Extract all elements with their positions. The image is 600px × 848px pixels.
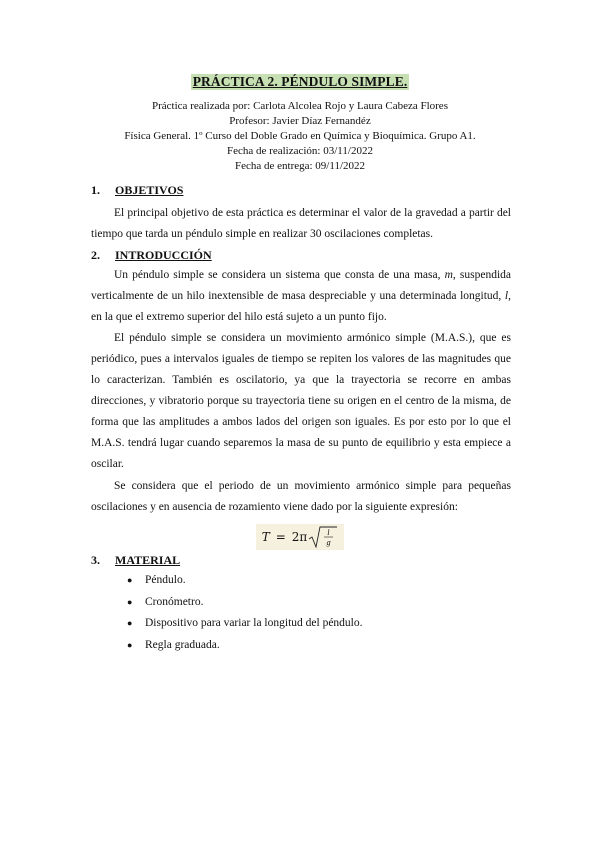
section-number: 2. — [91, 248, 100, 262]
formula-lhs: T — [261, 530, 270, 544]
period-formula — [0, 524, 600, 550]
paragraph-intro-1 — [91, 265, 511, 328]
paragraph-text: , en la que el extremo superior del hilo está sujeto a un punto fijo. — [91, 290, 511, 323]
list-item — [127, 635, 363, 657]
list-item-text: Regla graduada. — [145, 638, 220, 651]
title-container — [0, 73, 600, 91]
section-heading-objetivos — [91, 183, 183, 198]
paragraph-text: El principal objetivo de esta práctica es determinar el valor de la gravedad a partir del tiempo que tarda un péndulo simple en realizar 30 oscilaciones completas. — [91, 207, 511, 240]
length-symbol: l — [504, 290, 509, 302]
paragraph-objetivos — [91, 203, 511, 245]
meta-course: Física General. 1º Curso del Doble Grado en Química y Bioquímica. Grupo A1. — [124, 130, 476, 142]
material-list — [127, 570, 363, 656]
paragraph-text: El péndulo simple se considera un movimiento armónico simple (M.A.S.), que es periódico, pues a intervalos iguales de tiempo se repiten los valores de las magnitudes que lo caracterizan. También es oscilatorio, ya que la trayectoria se recorre en ambas direcciones, y vibratorio porque su trayectoria tiene su origen en el centro de la misma, de forma que las amplitudes a ambos lados del origen son iguales. Es por esto por lo que el M.A.S. tendrá lugar cuando separemos la masa de su punto de equilibrio y esta empiece a oscilar. — [91, 332, 511, 470]
bullet-icon: ● — [127, 639, 133, 650]
section-number: 3. — [91, 553, 100, 567]
paragraph-intro-2 — [91, 328, 511, 475]
list-item-text: Dispositivo para variar la longitud del péndulo. — [145, 617, 363, 629]
list-item-text: Péndulo. — [145, 574, 186, 586]
paragraph-text: Se considera que el periodo de un movimiento armónico simple para pequeñas oscilaciones y en ausencia de rozamiento viene dado por la siguiente expresión: — [91, 480, 511, 513]
paragraph-text: , suspendida verticalmente de un hilo inextensible de masa despreciable y una determinada longitud, — [91, 269, 511, 302]
list-item — [127, 592, 363, 614]
meta-professor: Profesor: Javier Díaz Fernandéz — [229, 115, 371, 127]
bullet-icon: ● — [127, 596, 133, 607]
meta-date-delivery: Fecha de entrega: 09/11/2022 — [234, 160, 366, 172]
section-heading-introduccion — [91, 248, 212, 263]
list-item — [127, 570, 363, 592]
section-heading-material — [91, 553, 180, 568]
sqrt-icon — [308, 526, 338, 548]
section-number: 1. — [91, 183, 100, 197]
bullet-icon: ● — [127, 575, 133, 585]
mass-symbol: m — [444, 269, 453, 281]
formula-box — [256, 524, 345, 550]
formula-denominator: g — [326, 539, 332, 547]
list-item — [127, 613, 363, 635]
meta-authors: Práctica realizada por: Carlota Alcolea Rojo y Laura Cabeza Flores — [152, 100, 448, 112]
formula-coefficient: 2π — [291, 530, 308, 544]
bullet-icon: ● — [127, 618, 133, 628]
formula-equals: = — [275, 530, 286, 544]
section-title: OBJETIVOS — [115, 183, 184, 197]
document-title: PRÁCTICA 2. PÉNDULO SIMPLE. — [192, 74, 408, 89]
meta-date-realization: Fecha de realización: 03/11/2022 — [227, 145, 373, 157]
list-item-text: Cronómetro. — [145, 595, 204, 608]
section-title: MATERIAL — [115, 553, 181, 567]
section-title: INTRODUCCIÓN — [115, 248, 212, 262]
paragraph-text: Un péndulo simple se considera un sistema que consta de una masa, — [114, 269, 445, 281]
paragraph-intro-3 — [91, 476, 511, 518]
formula-numerator: l — [327, 529, 330, 537]
document-meta — [0, 99, 600, 174]
